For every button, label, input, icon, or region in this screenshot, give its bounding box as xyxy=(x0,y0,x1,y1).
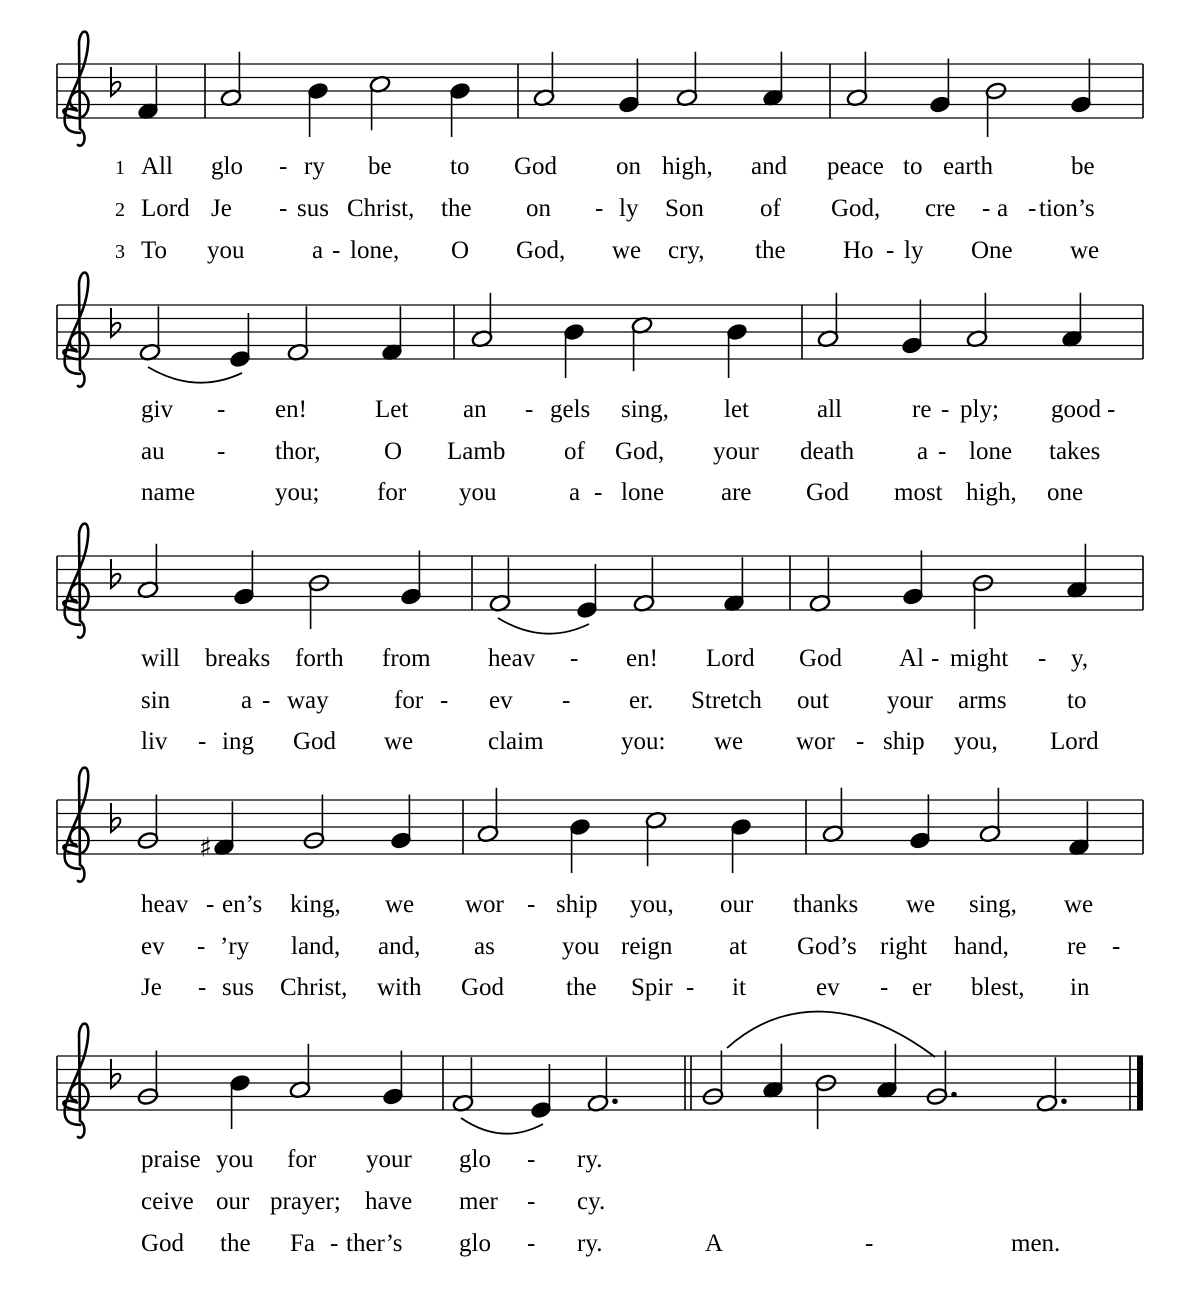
lyric-syllable: a xyxy=(569,479,581,506)
lyric-syllable: claim xyxy=(488,728,544,755)
lyric-syllable: God xyxy=(514,153,558,180)
lyric-syllable: Lord xyxy=(1050,728,1099,755)
lyric-line-verse-3 xyxy=(141,974,1090,1001)
syllable-hyphen: - xyxy=(1028,195,1037,222)
lyric-syllable: our xyxy=(720,891,754,918)
lyric-syllable: ev xyxy=(489,687,513,714)
lyric-syllable: you, xyxy=(630,891,674,918)
lyric-syllable: in xyxy=(1070,974,1090,1001)
lyric-syllable: wor xyxy=(796,728,835,755)
lyric-syllable: ry. xyxy=(577,1230,603,1257)
flat-icon xyxy=(111,559,120,588)
lyric-syllable: we xyxy=(714,728,744,755)
lyric-syllable: To xyxy=(141,237,168,264)
lyric-syllable: mer xyxy=(459,1188,498,1215)
lyric-syllable: Je xyxy=(211,195,232,222)
lyric-syllable: sus xyxy=(297,195,329,222)
lyric-syllable: name xyxy=(141,479,196,506)
lyric-line-verse-3 xyxy=(141,1230,1060,1257)
lyric-syllable: Al xyxy=(899,645,924,672)
lyric-syllable: we xyxy=(612,237,642,264)
lyrics-system-4 xyxy=(141,891,1120,1001)
lyric-syllable: have xyxy=(365,1188,413,1215)
flat-icon xyxy=(111,803,120,832)
lyric-syllable: you xyxy=(216,1146,254,1173)
syllable-hyphen: - xyxy=(880,974,889,1001)
syllable-hyphen: - xyxy=(206,891,215,918)
lyric-syllable: heav xyxy=(141,891,189,918)
lyric-syllable: of xyxy=(760,195,781,222)
lyric-syllable: for xyxy=(377,479,407,506)
syllable-hyphen: - xyxy=(527,891,536,918)
treble-clef-icon xyxy=(63,1024,88,1138)
syllable-hyphen: - xyxy=(1107,396,1116,423)
lyric-syllable: be xyxy=(368,153,392,180)
lyrics-system-5 xyxy=(141,1146,1060,1257)
lyric-syllable: might xyxy=(950,645,1009,672)
lyric-syllable: er. xyxy=(629,687,654,714)
syllable-hyphen: - xyxy=(1038,645,1047,672)
syllable-hyphen: - xyxy=(594,479,603,506)
lyric-syllable: on xyxy=(616,153,641,180)
syllable-hyphen: - xyxy=(982,195,991,222)
lyric-line-verse-1 xyxy=(141,645,1088,672)
lyric-syllable: O xyxy=(384,438,403,465)
syllable-hyphen: - xyxy=(865,1230,874,1257)
lyric-syllable: Spir xyxy=(631,974,673,1001)
lyric-syllable: for xyxy=(287,1146,317,1173)
syllable-hyphen: - xyxy=(217,438,226,465)
lyric-syllable: you, xyxy=(954,728,998,755)
treble-clef-icon xyxy=(63,32,88,146)
lyric-syllable: sing, xyxy=(969,891,1017,918)
syllable-hyphen: - xyxy=(330,1230,339,1257)
lyric-syllable: ly xyxy=(619,195,639,222)
syllable-hyphen: - xyxy=(525,396,534,423)
lyric-syllable: wor xyxy=(465,891,504,918)
lyric-syllable: hand, xyxy=(954,933,1009,960)
syllable-hyphen: - xyxy=(570,645,579,672)
lyric-syllable: giv xyxy=(141,396,173,423)
lyric-syllable: ’ry xyxy=(220,933,250,960)
syllable-hyphen: - xyxy=(279,153,288,180)
lyric-line-verse-2 xyxy=(115,195,1095,222)
lyric-syllable: you xyxy=(562,933,600,960)
lyric-syllable: sus xyxy=(222,974,254,1001)
lyric-syllable: ship xyxy=(556,891,598,918)
lyric-syllable: ing xyxy=(222,728,254,755)
lyric-syllable: land, xyxy=(291,933,341,960)
verse-number: 1 xyxy=(115,157,125,179)
lyric-syllable: y, xyxy=(1071,645,1089,672)
slur xyxy=(461,1118,543,1134)
verse-number: 3 xyxy=(115,241,125,263)
lyric-syllable: it xyxy=(732,974,746,1001)
lyric-syllable: sin xyxy=(141,687,171,714)
lyric-line-verse-2 xyxy=(141,687,1086,714)
lyric-syllable: ev xyxy=(816,974,840,1001)
lyric-syllable: ship xyxy=(883,728,925,755)
lyric-syllable: peace xyxy=(827,153,884,180)
lyric-syllable: your xyxy=(366,1146,412,1173)
lyric-syllable: praise xyxy=(141,1146,201,1173)
lyric-syllable: the xyxy=(441,195,472,222)
lyric-syllable: to xyxy=(450,153,470,180)
lyric-syllable: lone xyxy=(969,438,1013,465)
syllable-hyphen: - xyxy=(941,396,950,423)
lyric-syllable: tion’s xyxy=(1039,195,1095,222)
syllable-hyphen: - xyxy=(686,974,695,1001)
syllable-hyphen: - xyxy=(595,195,604,222)
lyric-syllable: as xyxy=(474,933,495,960)
lyric-syllable: blest, xyxy=(971,974,1025,1001)
lyric-syllable: and, xyxy=(378,933,421,960)
lyric-syllable: God, xyxy=(831,195,881,222)
lyric-syllable: to xyxy=(1067,687,1087,714)
lyric-syllable: Stretch xyxy=(691,687,762,714)
lyric-syllable: from xyxy=(382,645,431,672)
augmentation-dot xyxy=(1061,1098,1067,1104)
lyric-syllable: of xyxy=(564,438,585,465)
lyric-syllable: takes xyxy=(1049,438,1101,465)
lyric-syllable: are xyxy=(721,479,752,506)
lyric-syllable: Fa xyxy=(290,1230,315,1257)
lyric-syllable: cre xyxy=(925,195,956,222)
augmentation-dot xyxy=(951,1092,957,1098)
lyric-line-verse-2 xyxy=(141,933,1120,960)
lyric-syllable: re xyxy=(912,396,932,423)
lyric-line-verse-3 xyxy=(141,479,1083,506)
lyric-syllable: high, xyxy=(966,479,1017,506)
syllable-hyphen: - xyxy=(931,645,940,672)
syllable-hyphen: - xyxy=(197,933,206,960)
lyric-syllable: be xyxy=(1071,153,1095,180)
slur xyxy=(148,367,242,383)
lyric-syllable: earth xyxy=(943,153,993,180)
syllable-hyphen: - xyxy=(527,1230,536,1257)
lyric-line-verse-2 xyxy=(141,1188,605,1215)
lyric-syllable: arms xyxy=(958,687,1007,714)
syllable-hyphen: - xyxy=(198,728,207,755)
syllable-hyphen: - xyxy=(562,687,571,714)
lyric-line-verse-3 xyxy=(141,728,1099,755)
lyric-syllable: Christ, xyxy=(347,195,415,222)
lyric-syllable: liv xyxy=(141,728,168,755)
lyric-syllable: at xyxy=(729,933,748,960)
lyric-syllable: heav xyxy=(488,645,536,672)
lyrics-system-3 xyxy=(141,645,1099,755)
verse-number: 2 xyxy=(115,199,125,221)
lyric-syllable: thor, xyxy=(275,438,321,465)
lyric-syllable: we xyxy=(1070,237,1100,264)
lyric-syllable: an xyxy=(463,396,487,423)
phrase-slur xyxy=(727,1012,935,1057)
syllable-hyphen: - xyxy=(279,195,288,222)
lyric-syllable: Christ, xyxy=(280,974,348,1001)
lyric-syllable: men. xyxy=(1011,1230,1061,1257)
lyric-syllable: ry xyxy=(304,153,325,180)
lyric-syllable: ly xyxy=(904,237,924,264)
staff-system-2 xyxy=(57,273,1143,387)
lyric-syllable: en! xyxy=(626,645,658,672)
lyric-syllable: glo xyxy=(211,153,243,180)
lyric-syllable: your xyxy=(887,687,933,714)
lyric-syllable: the xyxy=(566,974,597,1001)
lyric-syllable: to xyxy=(903,153,923,180)
lyric-syllable: right xyxy=(880,933,928,960)
lyric-syllable: high, xyxy=(662,153,713,180)
lyric-syllable: a xyxy=(241,687,253,714)
lyric-syllable: God xyxy=(293,728,337,755)
lyric-line-verse-3 xyxy=(115,237,1099,264)
syllable-hyphen: - xyxy=(262,687,271,714)
lyric-syllable: death xyxy=(800,438,855,465)
lyric-syllable: gels xyxy=(550,396,591,423)
slur xyxy=(498,618,589,634)
lyric-syllable: the xyxy=(220,1230,251,1257)
lyric-syllable: a xyxy=(312,237,324,264)
lyric-syllable: God xyxy=(461,974,505,1001)
lyric-syllable: and xyxy=(751,153,788,180)
lyric-syllable: glo xyxy=(459,1146,491,1173)
lyric-syllable: our xyxy=(216,1188,250,1215)
staff-system-5 xyxy=(57,1012,1143,1138)
staff-system-1 xyxy=(57,32,1143,146)
lyric-syllable: ev xyxy=(141,933,165,960)
lyric-syllable: God’s xyxy=(797,933,857,960)
syllable-hyphen: - xyxy=(332,237,341,264)
lyric-line-verse-1 xyxy=(141,1146,602,1173)
lyric-syllable: you xyxy=(459,479,497,506)
lyric-syllable: ceive xyxy=(141,1188,194,1215)
syllable-hyphen: - xyxy=(886,237,895,264)
lyric-syllable: most xyxy=(894,479,943,506)
syllable-hyphen: - xyxy=(527,1188,536,1215)
lyric-syllable: ry. xyxy=(577,1146,603,1173)
lyrics-system-2 xyxy=(141,396,1115,506)
lyric-syllable: forth xyxy=(295,645,344,672)
lyric-syllable: you: xyxy=(621,728,666,755)
lyric-syllable: your xyxy=(713,438,759,465)
lyric-syllable: au xyxy=(141,438,165,465)
lyric-syllable: way xyxy=(287,687,329,714)
lyric-syllable: you; xyxy=(275,479,320,506)
lyric-syllable: king, xyxy=(290,891,341,918)
lyric-syllable: on xyxy=(526,195,551,222)
lyric-line-verse-1 xyxy=(141,396,1115,423)
lyric-syllable: one xyxy=(1047,479,1084,506)
lyric-syllable: we xyxy=(384,728,414,755)
lyric-syllable: all xyxy=(817,396,842,423)
lyric-line-verse-1 xyxy=(141,891,1093,918)
lyric-syllable: sing, xyxy=(621,396,669,423)
lyric-syllable: God, xyxy=(516,237,566,264)
lyric-syllable: lone xyxy=(621,479,665,506)
lyric-syllable: God xyxy=(806,479,850,506)
lyric-syllable: lone, xyxy=(350,237,400,264)
lyric-syllable: a xyxy=(997,195,1009,222)
augmentation-dot xyxy=(612,1098,618,1104)
lyric-syllable: good xyxy=(1051,396,1101,423)
lyric-syllable: let xyxy=(724,396,749,423)
lyric-syllable: the xyxy=(755,237,786,264)
lyric-syllable: out xyxy=(797,687,829,714)
lyric-syllable: a xyxy=(917,438,929,465)
lyric-syllable: we xyxy=(385,891,415,918)
lyric-syllable: for xyxy=(394,687,424,714)
syllable-hyphen: - xyxy=(440,687,449,714)
treble-clef-icon xyxy=(63,768,88,882)
lyric-syllable: we xyxy=(1064,891,1094,918)
lyric-line-verse-1 xyxy=(115,153,1095,180)
lyric-syllable: All xyxy=(141,153,173,180)
staff-system-3 xyxy=(57,524,1143,638)
syllable-hyphen: - xyxy=(856,728,865,755)
lyric-syllable: Son xyxy=(665,195,704,222)
lyric-syllable: God xyxy=(799,645,843,672)
lyric-syllable: Ho xyxy=(843,237,874,264)
sharp-icon: ♯ xyxy=(199,832,213,864)
syllable-hyphen: - xyxy=(217,396,226,423)
treble-clef-icon xyxy=(63,273,88,387)
lyric-syllable: ther’s xyxy=(346,1230,403,1257)
lyrics-system-1 xyxy=(115,153,1099,264)
syllable-hyphen: - xyxy=(938,438,947,465)
lyric-syllable: re xyxy=(1067,933,1087,960)
lyric-syllable: with xyxy=(377,974,422,1001)
syllable-hyphen: - xyxy=(1112,933,1121,960)
lyric-syllable: thanks xyxy=(793,891,859,918)
lyric-syllable: O xyxy=(451,237,470,264)
lyric-syllable: en! xyxy=(275,396,307,423)
lyric-syllable: cy. xyxy=(577,1188,606,1215)
lyric-syllable: en’s xyxy=(222,891,263,918)
lyric-syllable: ply; xyxy=(960,396,999,423)
lyric-syllable: prayer; xyxy=(270,1188,341,1215)
lyric-syllable: Lord xyxy=(141,195,190,222)
lyric-syllable: Lamb xyxy=(447,438,506,465)
lyric-line-verse-2 xyxy=(141,438,1100,465)
treble-clef-icon xyxy=(63,524,88,638)
lyric-syllable: One xyxy=(971,237,1013,264)
lyric-syllable: God xyxy=(141,1230,185,1257)
syllable-hyphen: - xyxy=(198,974,207,1001)
lyric-syllable: er xyxy=(912,974,932,1001)
final-barline-thick xyxy=(1137,1056,1143,1110)
lyric-syllable: cry, xyxy=(668,237,705,264)
lyric-syllable: Lord xyxy=(706,645,755,672)
lyric-syllable: glo xyxy=(459,1230,491,1257)
staff-system-4 xyxy=(57,768,1143,882)
lyric-syllable: breaks xyxy=(205,645,271,672)
lyric-syllable: Je xyxy=(141,974,162,1001)
lyric-syllable: Let xyxy=(375,396,409,423)
lyric-syllable: we xyxy=(906,891,936,918)
syllable-hyphen: - xyxy=(527,1146,536,1173)
lyric-syllable: you xyxy=(207,237,245,264)
lyric-syllable: will xyxy=(141,645,180,672)
lyric-syllable: A xyxy=(705,1230,724,1257)
lyric-syllable: reign xyxy=(621,933,673,960)
lyric-syllable: God, xyxy=(615,438,665,465)
